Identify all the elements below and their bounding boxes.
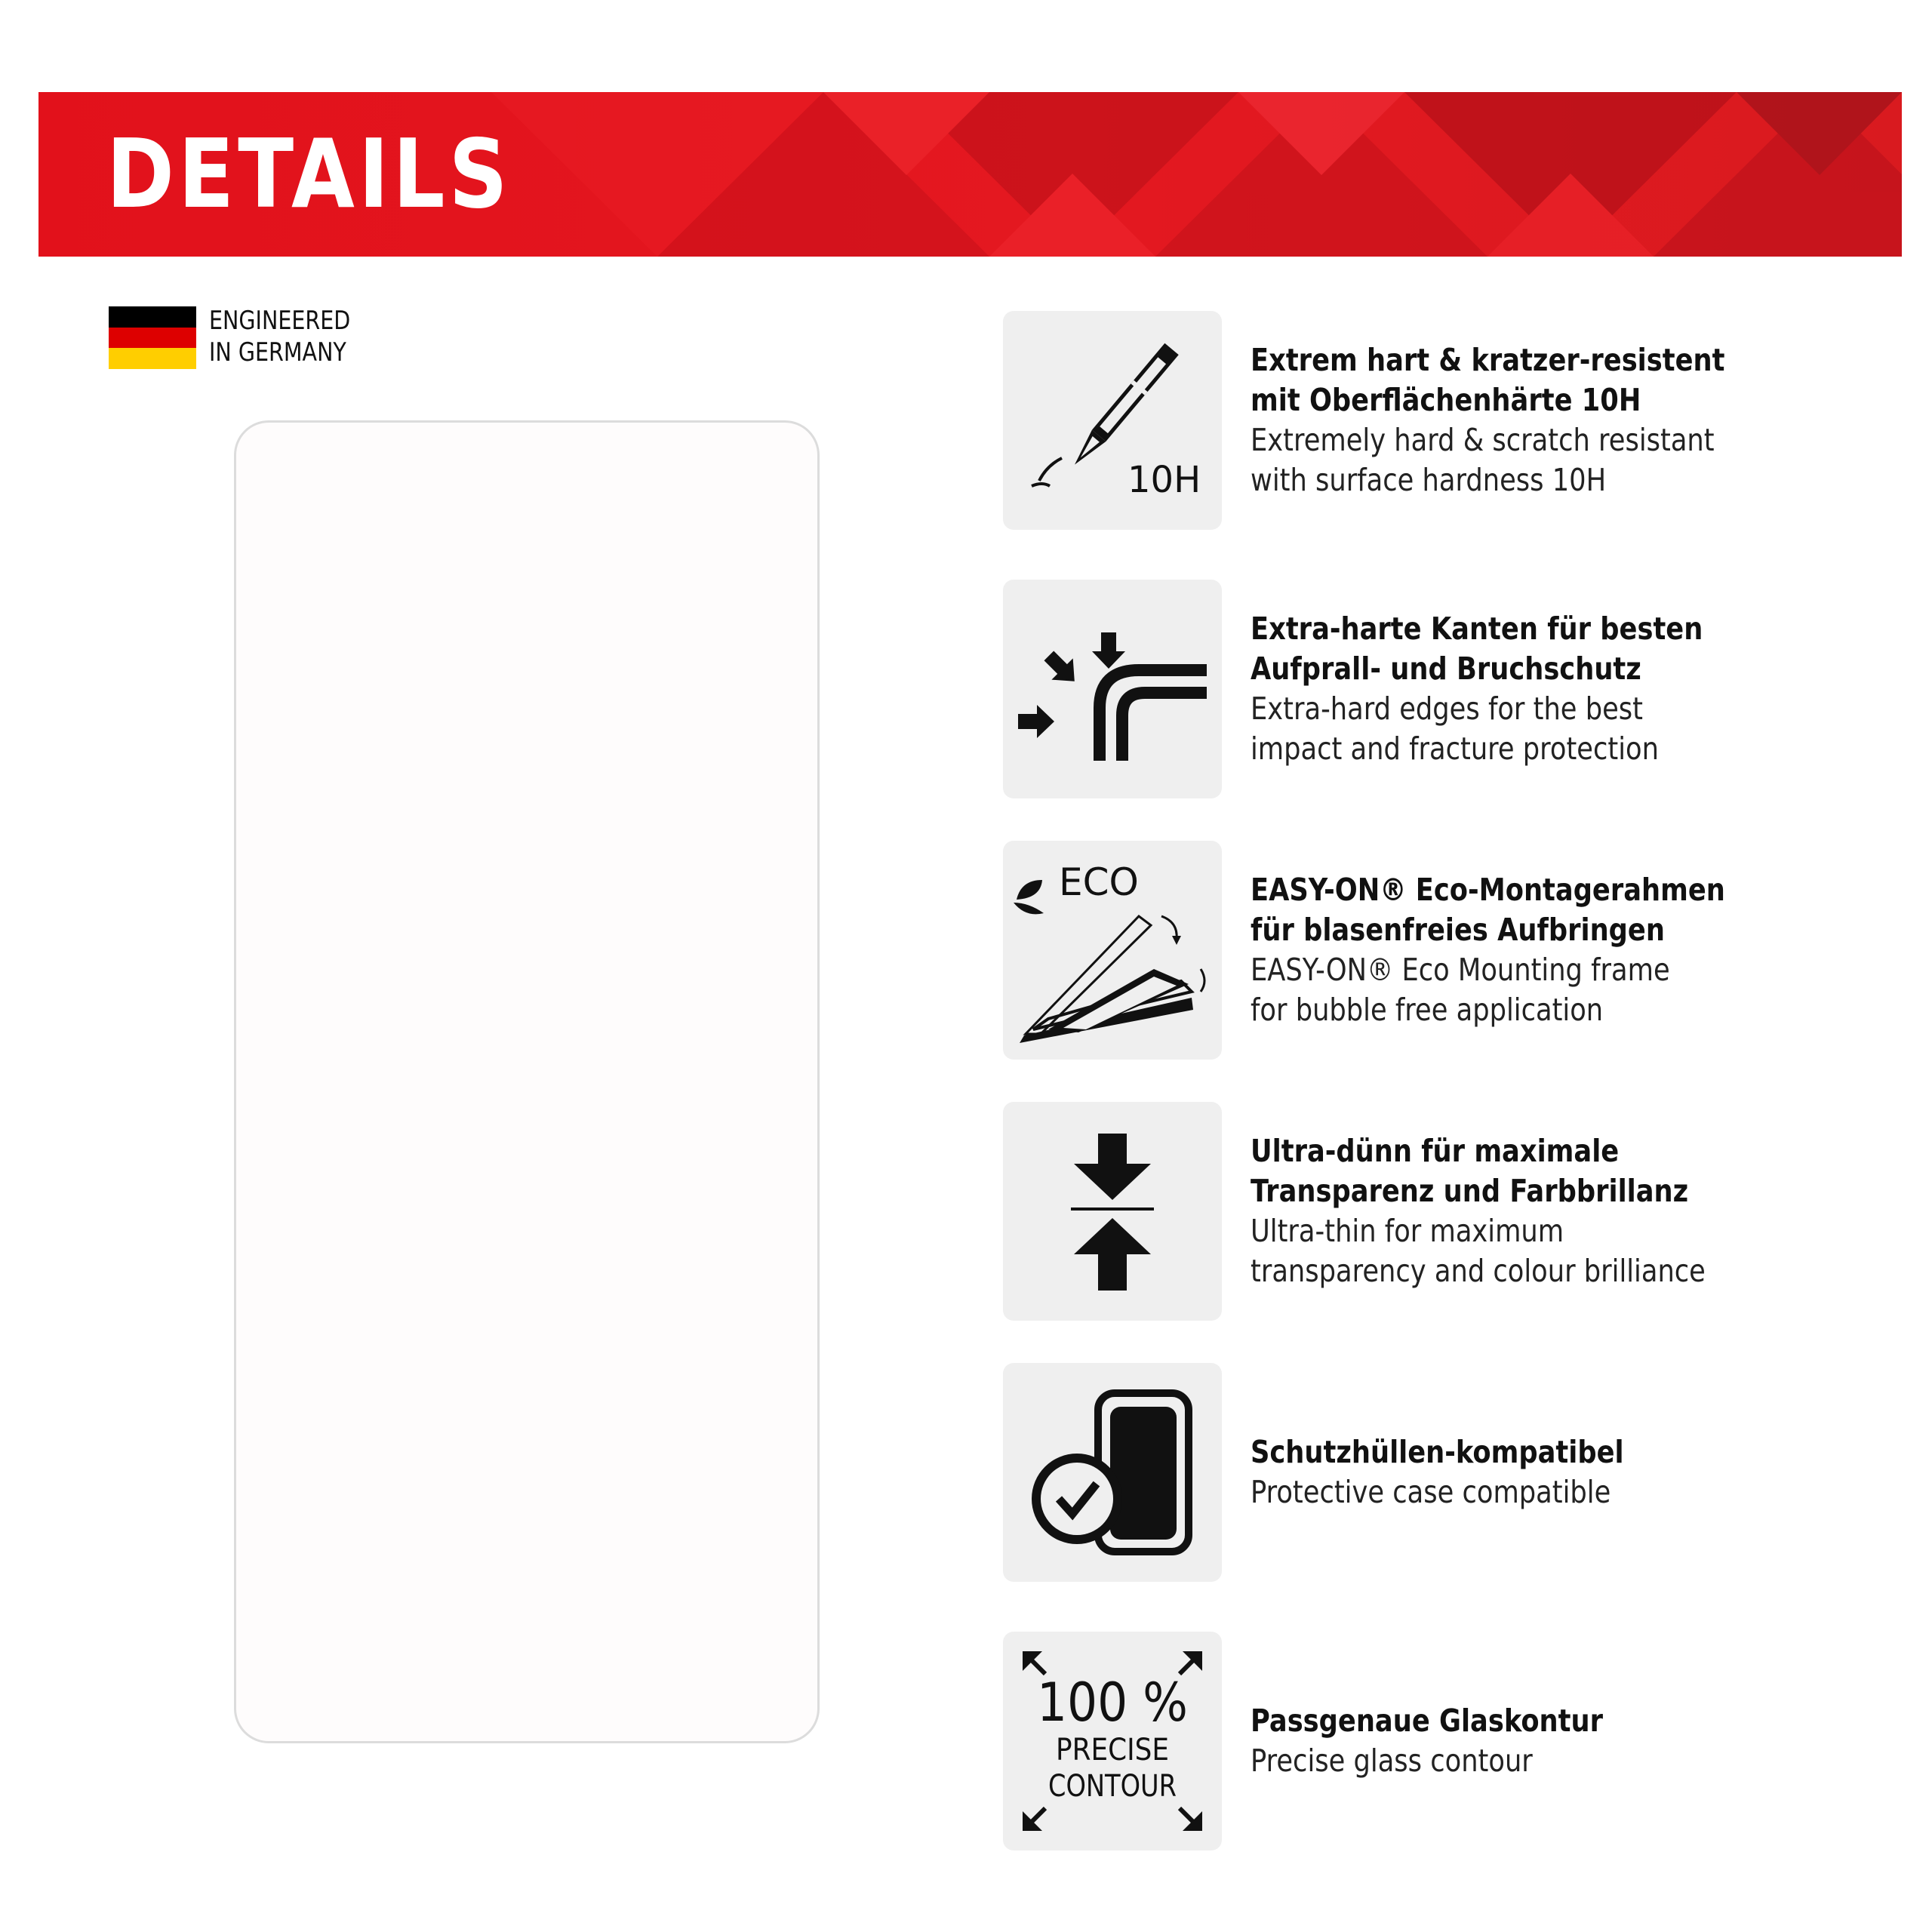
feature-3-de-line-2: für blasenfreies Aufbringen bbox=[1251, 912, 1665, 948]
feature-6-en-line-1: Precise glass contour bbox=[1251, 1743, 1533, 1779]
feature-4-de-line-1: Ultra-dünn für maximale bbox=[1251, 1133, 1620, 1169]
feature-hardness bbox=[1003, 311, 1909, 530]
screen-protector-outline bbox=[234, 420, 820, 1743]
feature-3-en-line-2: for bubble free application bbox=[1251, 992, 1604, 1028]
page-title: DETAILS bbox=[106, 118, 512, 229]
tile-label-contour: CONTOUR bbox=[1048, 1769, 1177, 1804]
feature-5-en-line-1: Protective case compatible bbox=[1251, 1474, 1611, 1510]
precise-contour-icon bbox=[1003, 1632, 1222, 1850]
feature-2-de-line-1: Extra-harte Kanten für besten bbox=[1251, 611, 1703, 647]
feature-easy-on bbox=[1003, 841, 1909, 1060]
tile-label-10h: 10H bbox=[1128, 459, 1201, 501]
impact-edge-icon bbox=[1003, 580, 1222, 798]
easy-on-brand-en: EASY-ON bbox=[1251, 952, 1367, 988]
feature-4-de-line-2: Transparenz und Farbbrillanz bbox=[1251, 1173, 1689, 1209]
feature-precise-contour bbox=[1003, 1632, 1909, 1850]
feature-case-compatible bbox=[1003, 1363, 1909, 1582]
feature-3-de-line-1 bbox=[1251, 870, 1725, 910]
feature-4-en-line-1: Ultra-thin for maximum bbox=[1251, 1213, 1564, 1249]
feature-5-de-line-1: Schutzhüllen-kompatibel bbox=[1251, 1434, 1624, 1470]
origin-line-2: IN GERMANY bbox=[209, 337, 346, 368]
eco-mounting-frame-icon bbox=[1003, 841, 1222, 1060]
feature-6-de-line-1: Passgenaue Glaskontur bbox=[1251, 1703, 1603, 1739]
tile-label-precise: PRECISE bbox=[1056, 1733, 1169, 1767]
origin-label bbox=[209, 305, 350, 368]
feature-3-de-line-1-rest: ® Eco-Montagerahmen bbox=[1380, 872, 1725, 908]
case-compatible-check-icon bbox=[1003, 1363, 1222, 1582]
germany-flag-icon bbox=[109, 306, 196, 369]
easy-on-brand-de: EASY-ON bbox=[1251, 872, 1380, 908]
feature-2-de-line-2: Aufprall- und Bruchschutz bbox=[1251, 651, 1641, 687]
feature-4-en-line-2: transparency and colour brilliance bbox=[1251, 1253, 1706, 1289]
feature-2-en-line-1: Extra-hard edges for the best bbox=[1251, 691, 1643, 727]
feature-ultra-thin bbox=[1003, 1102, 1909, 1321]
feature-3-en-line-1 bbox=[1251, 950, 1725, 990]
feature-1-en-line-2: with surface hardness 10H bbox=[1251, 462, 1607, 498]
origin-line-1: ENGINEERED bbox=[209, 306, 351, 336]
details-banner bbox=[38, 92, 1902, 257]
feature-3-en-line-1-rest: ® Eco Mounting frame bbox=[1366, 952, 1670, 988]
tile-label-100: 100 % bbox=[1037, 1672, 1188, 1734]
ultra-thin-arrows-icon bbox=[1003, 1102, 1222, 1321]
scalpel-10h-icon bbox=[1003, 311, 1222, 530]
feature-1-de-line-1: Extrem hart & kratzer-resistent bbox=[1251, 342, 1725, 378]
feature-edges bbox=[1003, 580, 1909, 798]
feature-1-de-line-2: mit Oberflächenhärte 10H bbox=[1251, 382, 1641, 418]
feature-2-en-line-2: impact and fracture protection bbox=[1251, 731, 1659, 767]
tile-label-eco: ECO bbox=[1059, 860, 1139, 904]
feature-1-en-line-1: Extremely hard & scratch resistant bbox=[1251, 422, 1715, 458]
